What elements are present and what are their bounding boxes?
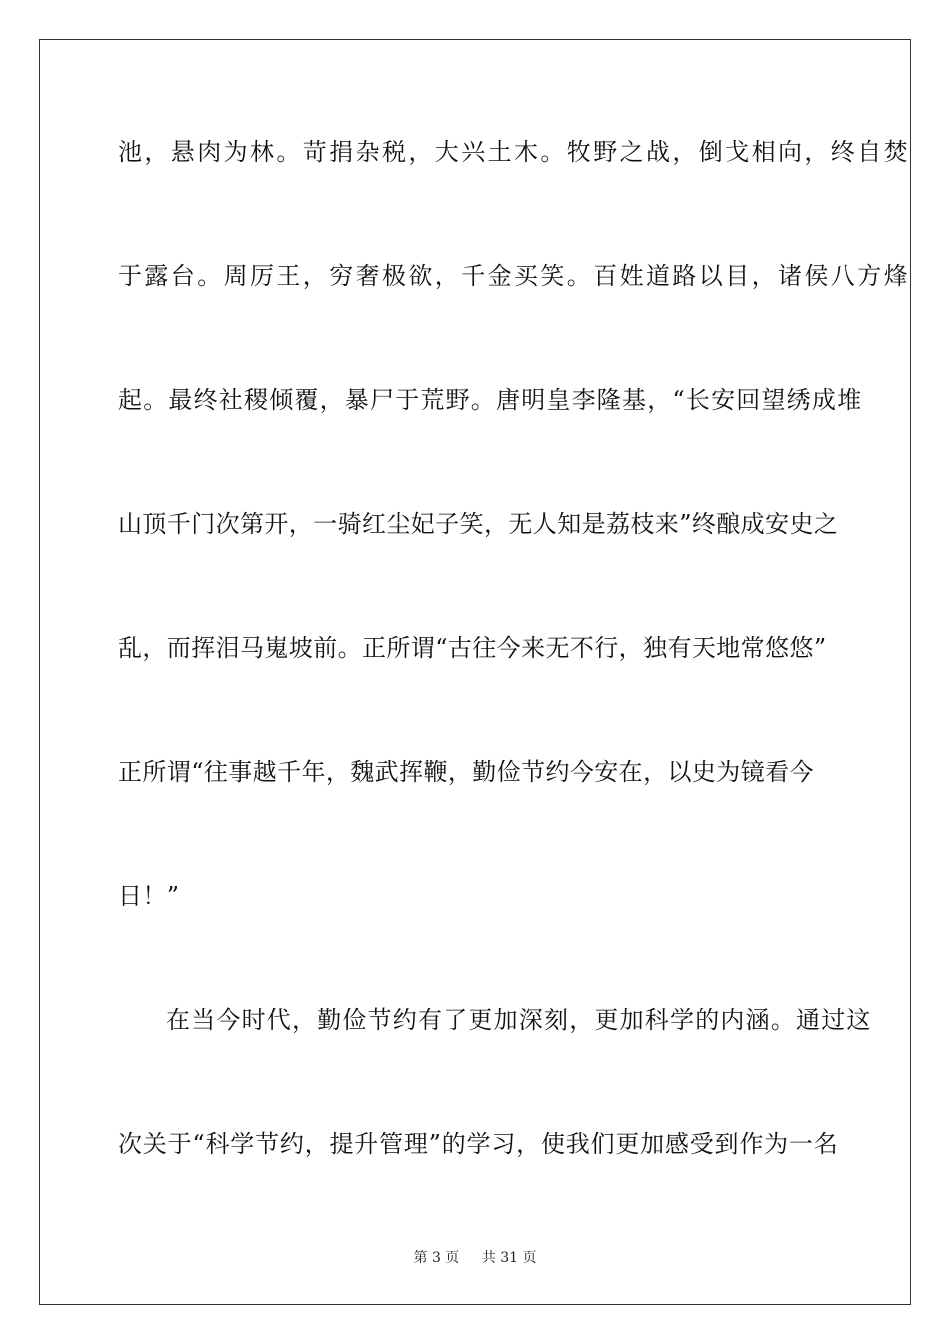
body-text-line: 起。最终社稷倾覆，暴尸于荒野。唐明皇李隆基，“长安回望绣成堆 <box>118 386 863 414</box>
body-text-line: 池，悬肉为林。苛捐杂税，大兴土木。牧野之战，倒戈相向，终自焚 <box>118 138 910 166</box>
total-pages: 共 31 页 <box>481 1250 537 1266</box>
body-text-line: 乱，而挥泪马嵬坡前。正所谓“古往今来无不行，独有天地常悠悠” <box>118 634 827 662</box>
paragraph-start-line: 在当今时代，勤俭节约有了更加深刻，更加科学的内涵。通过这 <box>166 1006 872 1034</box>
body-text-line: 次关于“科学节约，提升管理”的学习，使我们更加感受到作为一名 <box>118 1130 839 1158</box>
page-border <box>39 39 911 1305</box>
page-footer <box>0 1249 950 1267</box>
body-text-line: 日！” <box>118 882 180 910</box>
page-number: 第 3 页 <box>413 1250 460 1266</box>
body-text-line: 正所谓“往事越千年，魏武挥鞭，勤俭节约今安在，以史为镜看今 <box>118 758 814 786</box>
body-text-line: 于露台。周厉王，穷奢极欲，千金买笑。百姓道路以目，诸侯八方烽 <box>118 262 910 290</box>
body-text-line: 山顶千门次第开，一骑红尘妃子笑，无人知是荔枝来”终酿成安史之 <box>118 510 839 538</box>
